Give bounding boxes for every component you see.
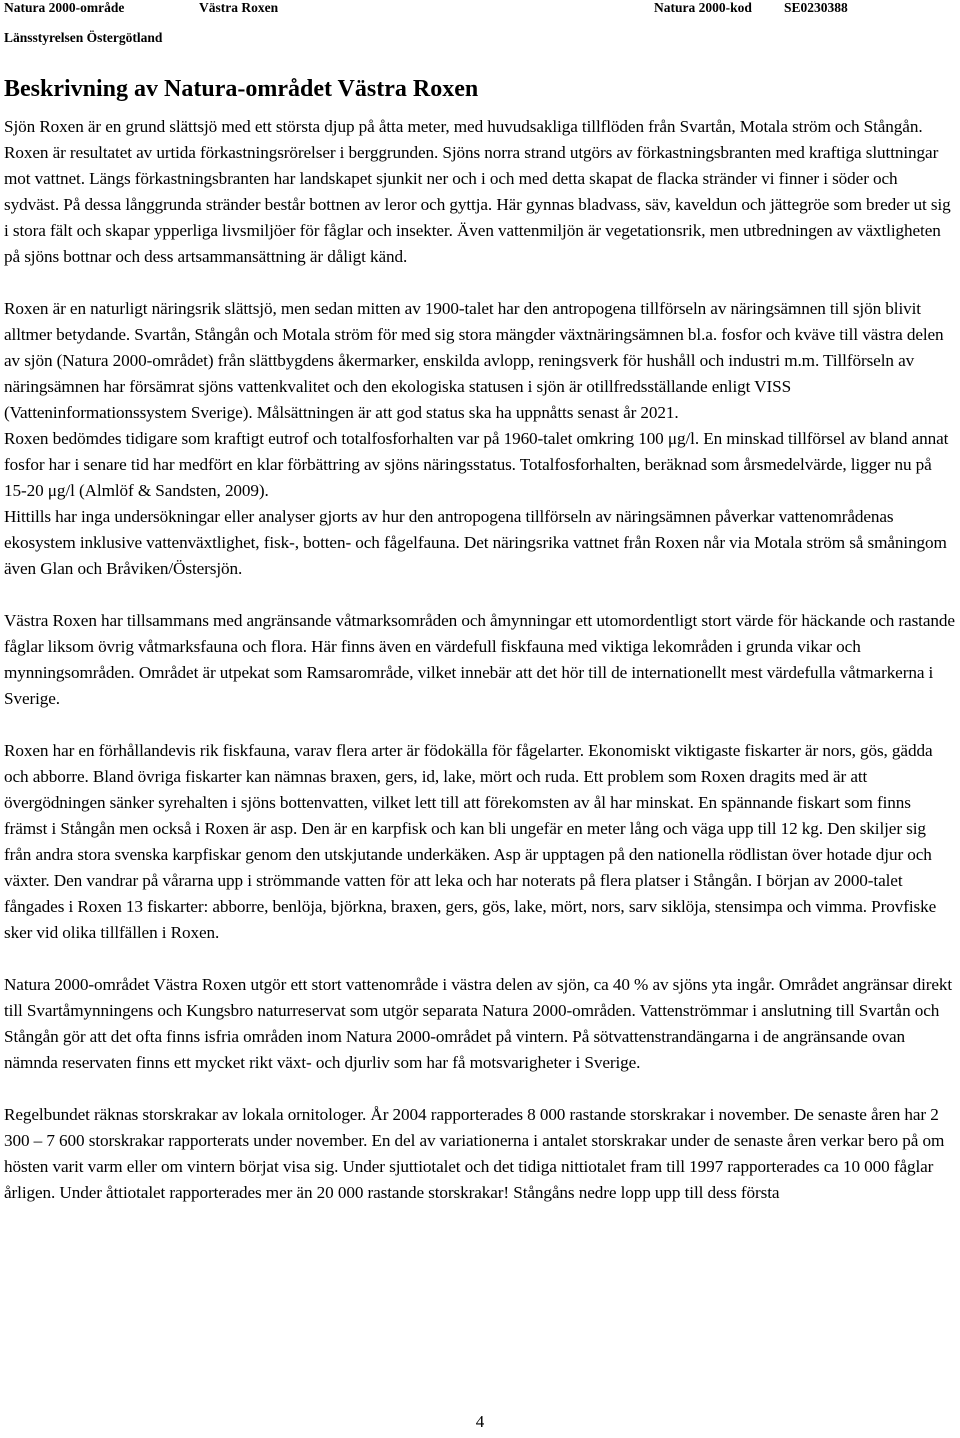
area-label: Natura 2000-område xyxy=(4,0,125,15)
area-value: Västra Roxen xyxy=(199,0,279,15)
document-title: Beskrivning av Natura-området Västra Roxen xyxy=(4,76,479,102)
paragraph-nutrients: Roxen är en naturligt näringsrik slättsjö, men sedan mitten av 1900-talet har den antropogena tillförseln av näringsämnen till sjön blivit alltmer betydande. Svartån, Stångån och Motala ström för med sig stora mängder växtnäringsämnen bl.a. fosfor och kväve till västra delen av sjön (Natura 2000-området) från slättbygdens åkermarker, enskilda avlopp, reningsverk för hushåll och industri m.m. Tillförseln av näringsämnen har försämrat sjöns vattenkvalitet och den ekologiska statusen i sjön är otillfredsställande enligt VISS (Vatteninformationssystem Sverige). Målsättningen är att god status ska ha uppnåtts senast år 2021. xyxy=(4,299,944,422)
code-value: SE0230388 xyxy=(784,0,848,15)
page-header xyxy=(4,0,954,52)
paragraph-fish-fauna: Roxen har en förhållandevis rik fiskfauna, varav flera arter är födokälla för fågelarter. Ekonomiskt viktigaste fiskarter är nors, gös, gädda och abborre. Bland övriga fiskarter kan nämnas braxen, gers, id, lake, mört och ruda. Ett problem som Roxen dragits med är att övergödningen sänker syrehalten i sjöns bottenvatten, vilket lett till att förekomsten av ål har minskat. En spännande fiskart som finns främst i Stångån men också i Roxen är asp. Den är en karpfisk och kan bli ungefär en meter lång och väga upp till 12 kg. Den skiljer sig från andra stora svenska karpfiskar genom den utskjutande underkäken. Asp är upptagen på den nationella rödlistan över hotade djur och växter. Den vandrar på vårarna upp i strömmande vatten för att leka och har noterats på flera platser i Stångån. I början av 2000-talet fångades i Roxen 13 fiskarter: abborre, benlöja, björkna, braxen, gers, gös, lake, mört, nors, sarv siklöja, stensimpa och vimma. Provfiske sker vid olika tillfällen i Roxen. xyxy=(4,741,937,942)
code-label: Natura 2000-kod xyxy=(654,0,752,15)
page-number: 4 xyxy=(475,1412,485,1431)
paragraph-natura-area: Natura 2000-området Västra Roxen utgör ett stort vattenområde i västra delen av sjön, ca 40 % av sjöns yta ingår. Området angränsar direkt till Svartåmynningens och Kungsbro naturreservat som utgör separata Natura 2000-områden. Vattenströmmar i anslutning till Svartån och Stångån gör att det ofta finns isfria områden inom Natura 2000-området på vintern. På sötvattenstrandängarna i de angränsande ovan nämnda reservaten finns ett mycket rikt växt- och djurliv som har få motsvarigheter i Sverige. xyxy=(4,975,953,1072)
paragraph-phosphorus: Roxen bedömdes tidigare som kraftigt eutrof och totalfosforhalten var på 1960-talet omkring 100 μg/l. En minskad tillförsel av bland annat fosfor har i senare tid har medfört en klar förbättring av sjöns näringsstatus. Totalfosforhalten, beräknad som årsmedelvärde, ligger nu på 15-20 μg/l (Almlöf & Sandsten, 2009). xyxy=(4,429,949,500)
document-body xyxy=(4,114,956,1206)
paragraph-wetland-value: Västra Roxen har tillsammans med angränsande våtmarksområden och åmynningar ett utomordentligt stort värde för häckande och rastande fåglar liksom övrig våtmarksfauna och flora. Här finns även en värdefull fiskfauna med viktiga lekområden i grunda vikar och mynningsområden. Området är utpekat som Ramsarområde, vilket innebär att det hör till de internationellt mest värdefulla våtmarkerna i Sverige. xyxy=(4,611,955,708)
authority-name: Länsstyrelsen Östergötland xyxy=(4,30,163,45)
paragraph-geology: Sjön Roxen är en grund slättsjö med ett största djup på åtta meter, med huvudsakliga tillflöden från Svartån, Motala ström och Stångån. Roxen är resultatet av urtida förkastningsrörelser i berggrunden. Sjöns norra strand utgörs av förkastningsbranten med kraftiga sluttningar mot vattnet. Längs förkastningsbranten har landskapet sjunkit ner och i och med detta skapat de flacka stränder vi finner i söder och sydväst. På dessa långgrunda stränder består bottnen av leror och gyttja. Här gynnas bladvass, säv, kaveldun och jättegröe som breder ut sig i stora fält och skapar ypperliga livsmiljöer för fåglar och insekter. Även vattenmiljön är vegetationsrik, men utbredningen av växtligheten på sjöns bottnar och dess artsammansättning är dåligt känd. xyxy=(4,117,951,266)
paragraph-goosanders: Regelbundet räknas storskrakar av lokala ornitologer. År 2004 rapporterades 8 000 rastande storskrakar i november. De senaste åren har 2 300 – 7 600 storskrakar rapporterats under november. En del av variationerna i antalet storskrakar under de senaste åren verkar bero på om hösten varit varm eller om vintern börjat visa sig. Under sjuttiotalet och det tidiga nittiotalet fram till 1997 rapporterades ca 10 000 fåglar årligen. Under åttiotalet rapporterades mer än 20 000 rastande storskrakar! Stångåns nedre lopp upp till dess första xyxy=(4,1105,945,1202)
paragraph-ecosystem-impact: Hittills har inga undersökningar eller analyser gjorts av hur den antropogena tillförseln av näringsämnen påverkar vattenområdenas ekosystem inklusive vattenväxtlighet, fisk-, botten- och fågelfauna. Det näringsrika vattnet från Roxen når via Motala ström så småningom även Glan och Bråviken/Östersjön. xyxy=(4,507,947,578)
